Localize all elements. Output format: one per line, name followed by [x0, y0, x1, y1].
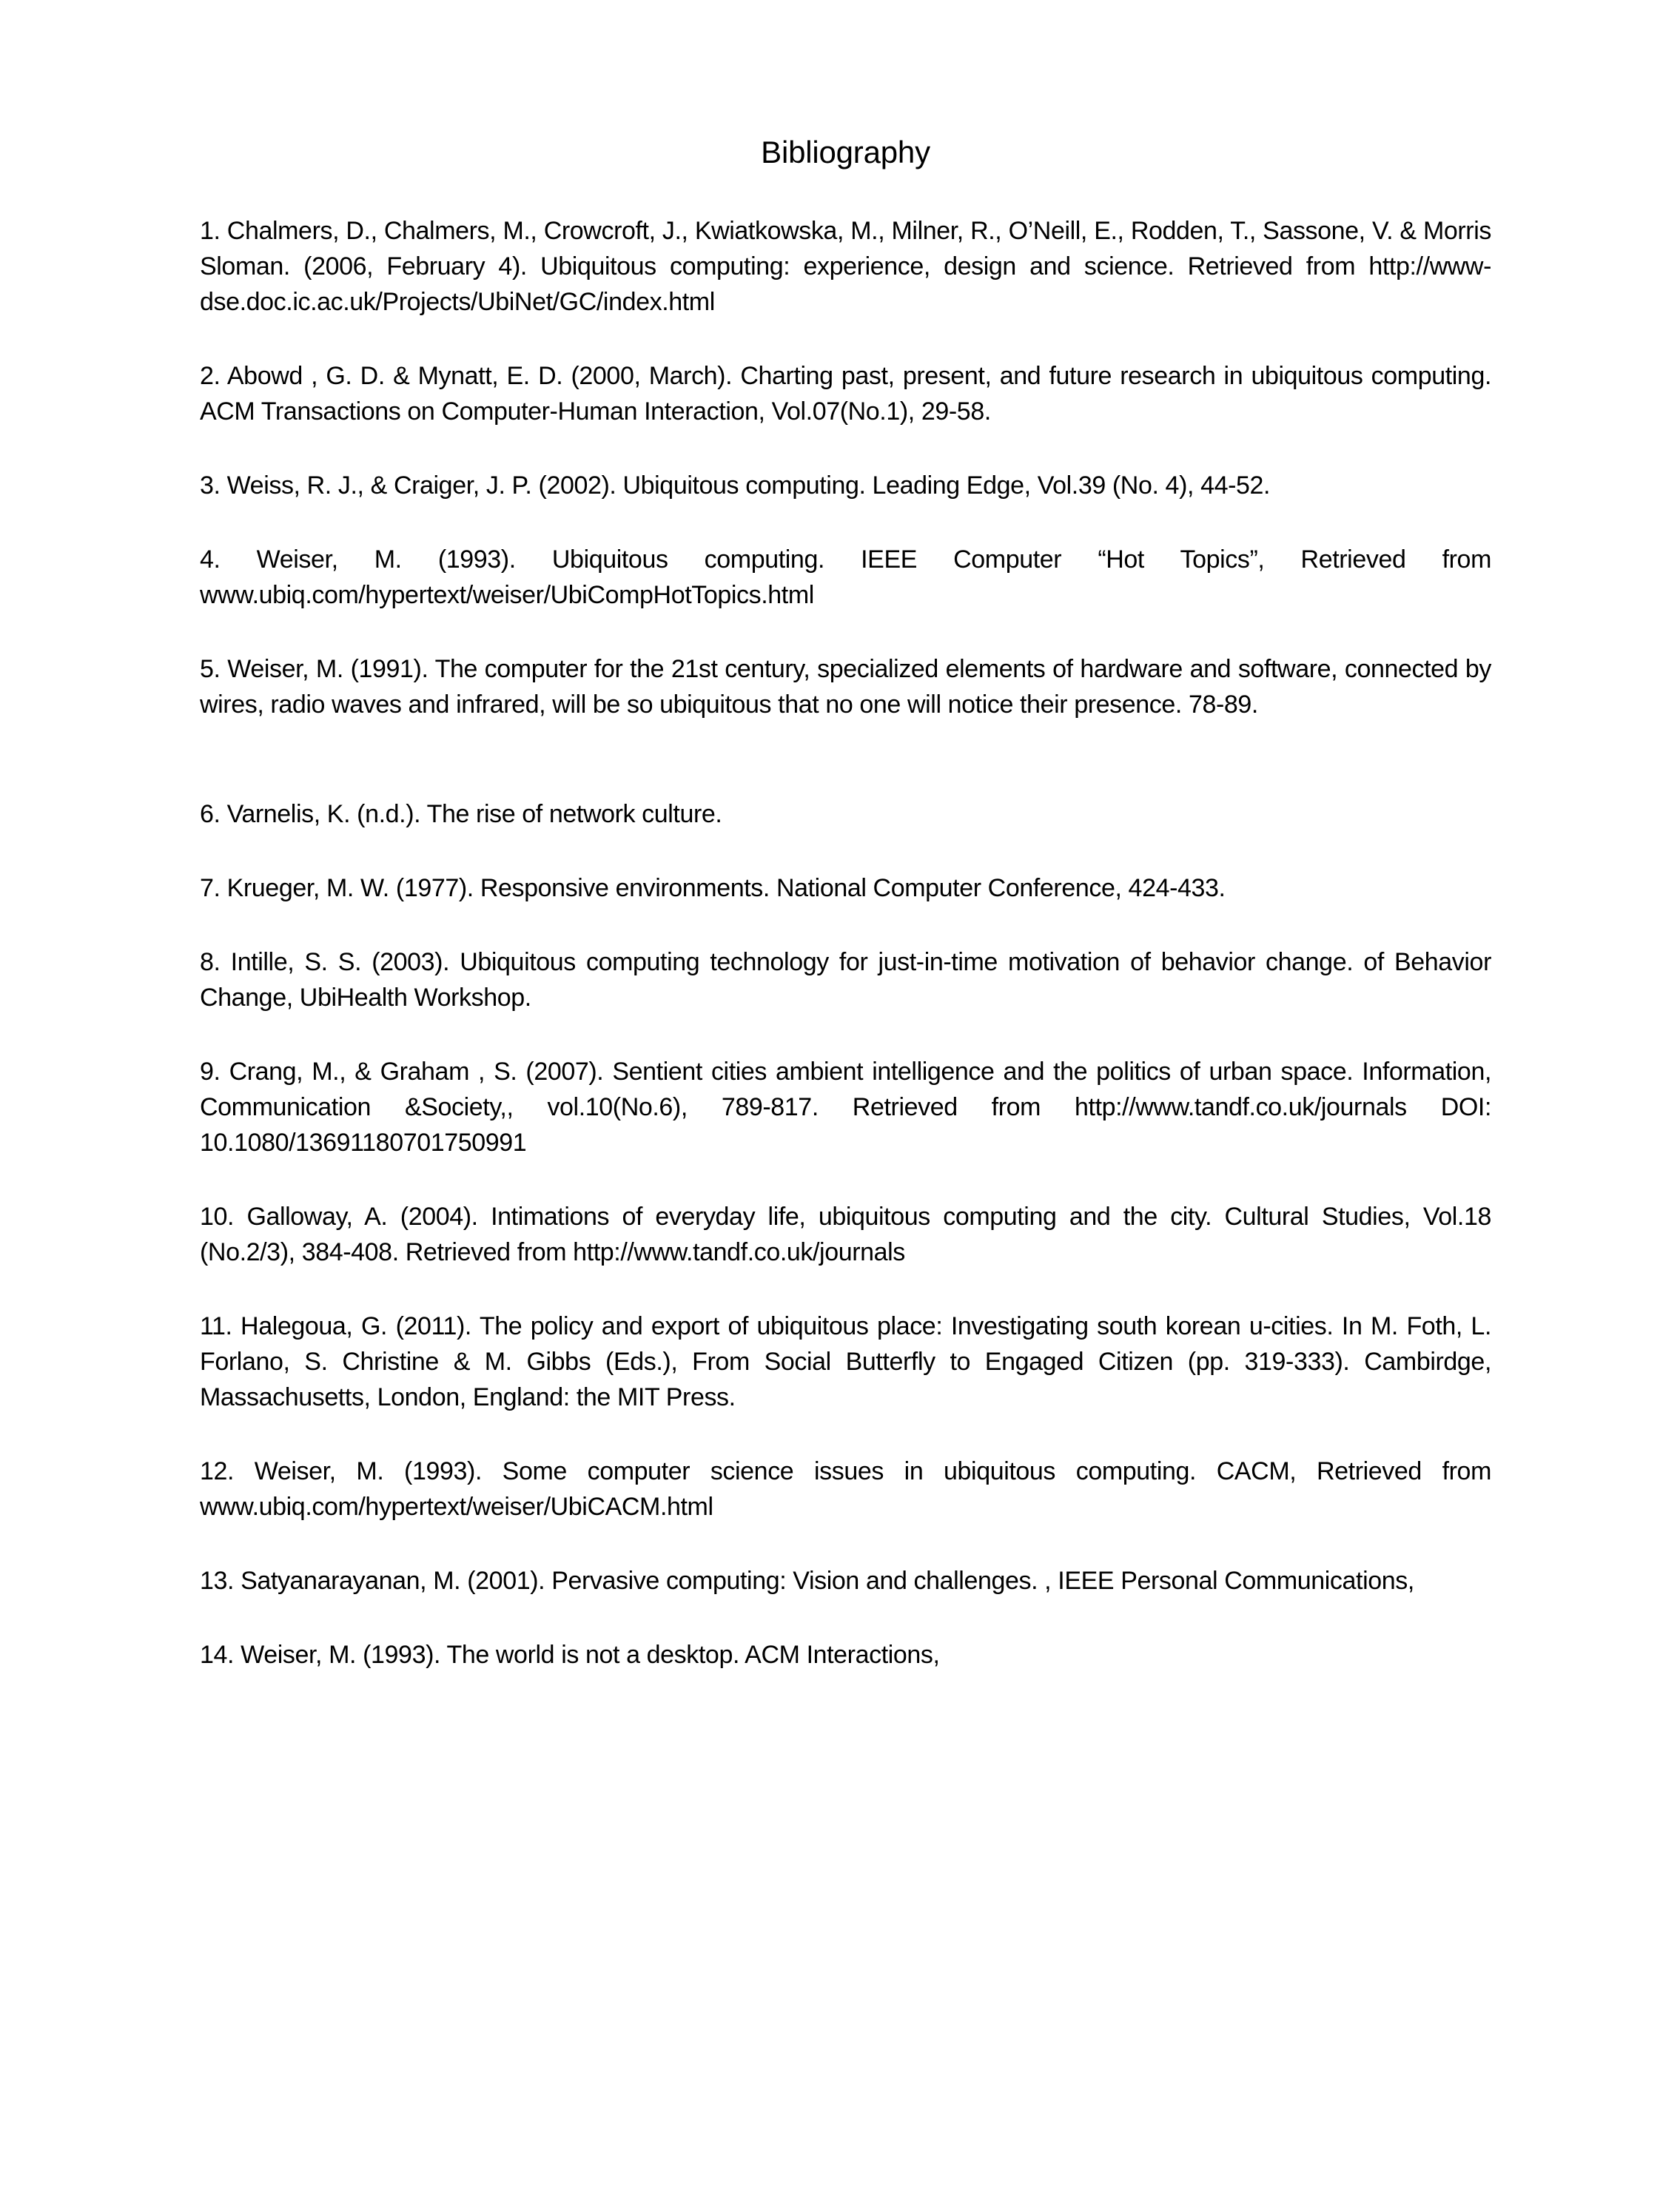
- bibliography-entry-1: 1. Chalmers, D., Chalmers, M., Crowcroft, J., Kwiatkowska, M., Milner, R., O’Neill, E., Rodden, T., Sassone, V. & Morris Sloman. (2006, February 4). Ubiquitous computing: experience, design and science. Retrieved from http://www-dse.doc.ic.ac.uk/Projects/UbiNet/GC/index.html: [200, 217, 1491, 316]
- bibliography-entry-4: 4. Weiser, M. (1993). Ubiquitous computing. IEEE Computer “Hot Topics”, Retrieved from www.ubiq.com/hypertext/weiser/UbiCompHotTopics.html: [200, 545, 1491, 609]
- bibliography-entry-2: 2. Abowd , G. D. & Mynatt, E. D. (2000, March). Charting past, present, and future research in ubiquitous computing. ACM Transactions on Computer-Human Interaction, Vol.07(No.1), 29-58.: [200, 362, 1491, 426]
- bibliography-entry-7: 7. Krueger, M. W. (1977). Responsive environments. National Computer Conference, 424-433.: [200, 874, 1226, 902]
- bibliography-entry-9: 9. Crang, M., & Graham , S. (2007). Sentient cities ambient intelligence and the politics of urban space. Information, Communication &Society,, vol.10(No.6), 789-817. Retrieved from http://www.tandf.co.uk/journals DOI: 10.1080/13691180701750991: [200, 1058, 1491, 1157]
- bibliography-entry-5: 5. Weiser, M. (1991). The computer for the 21st century, specialized elements of hardware and software, connected by wires, radio waves and infrared, will be so ubiquitous that no one will notice their presence. 78-89.: [200, 655, 1491, 719]
- bibliography-entry-6: 6. Varnelis, K. (n.d.). The rise of network culture.: [200, 800, 722, 828]
- page-title: Bibliography: [761, 135, 930, 169]
- bibliography-entry-3: 3. Weiss, R. J., & Craiger, J. P. (2002). Ubiquitous computing. Leading Edge, Vol.39 (No. 4), 44-52.: [200, 471, 1271, 500]
- bibliography-entry-12: 12. Weiser, M. (1993). Some computer science issues in ubiquitous computing. CACM, Retrieved from www.ubiq.com/hypertext/weiser/UbiCACM.html: [200, 1457, 1491, 1521]
- bibliography-entry-8: 8. Intille, S. S. (2003). Ubiquitous computing technology for just-in-time motivation of behavior change. of Behavior Change, UbiHealth Workshop.: [200, 948, 1491, 1012]
- bibliography-entry-13: 13. Satyanarayanan, M. (2001). Pervasive computing: Vision and challenges. , IEEE Personal Communications,: [200, 1567, 1414, 1595]
- bibliography-entry-11: 11. Halegoua, G. (2011). The policy and export of ubiquitous place: Investigating south korean u-cities. In M. Foth, L. Forlano, S. Christine & M. Gibbs (Eds.), From Social Butterfly to Engaged Citizen (pp. 319-333). Cambirdge, Massachusetts, London, England: the MIT Press.: [200, 1312, 1491, 1411]
- bibliography-entry-14: 14. Weiser, M. (1993). The world is not a desktop. ACM Interactions,: [200, 1641, 940, 1669]
- bibliography-entry-10: 10. Galloway, A. (2004). Intimations of everyday life, ubiquitous computing and the city. Cultural Studies, Vol.18 (No.2/3), 384-408. Retrieved from http://www.tandf.co.uk/journals: [200, 1203, 1491, 1266]
